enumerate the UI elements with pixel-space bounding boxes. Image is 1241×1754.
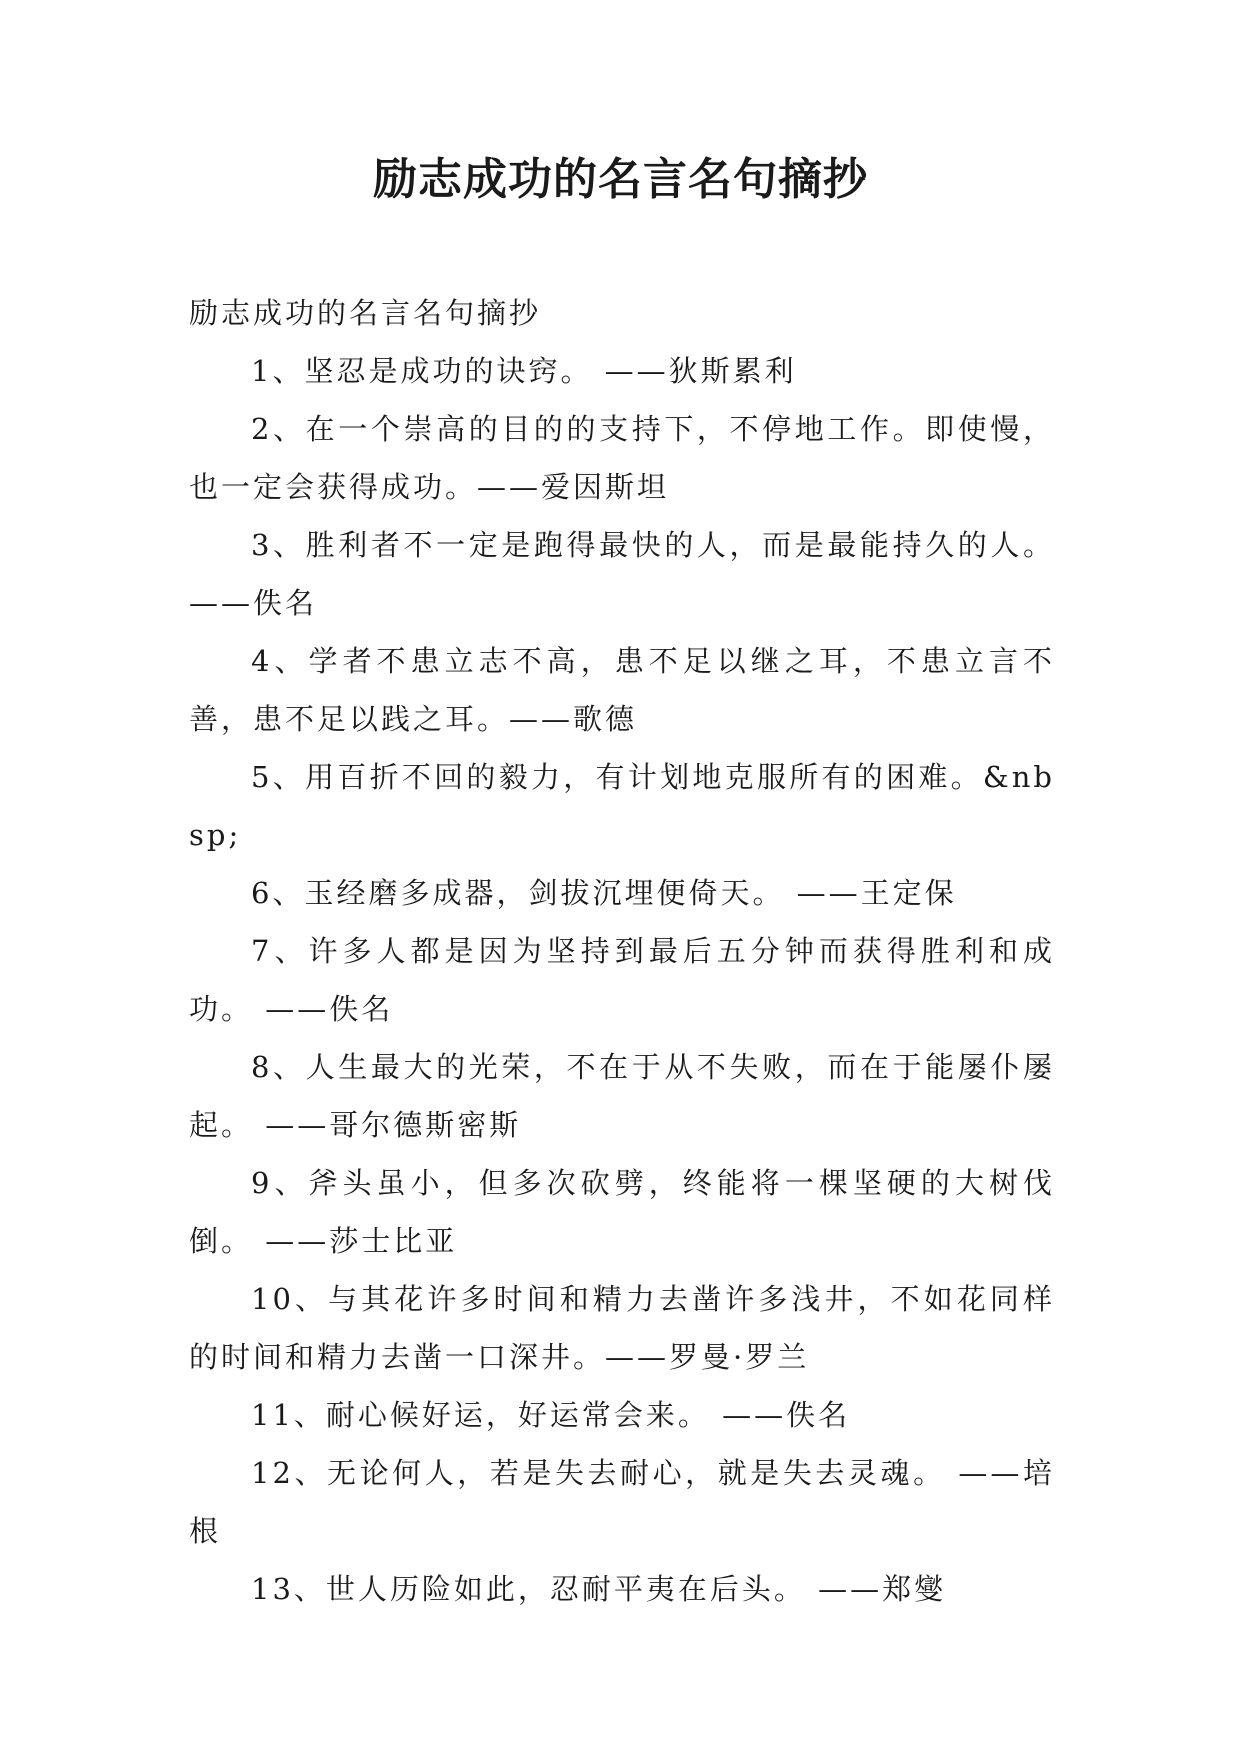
document-title: 励志成功的名言名句摘抄 bbox=[373, 154, 868, 205]
quote-paragraph: 12、无论何人，若是失去耐心，就是失去灵魂。 ——培根 bbox=[189, 1456, 1055, 1548]
document-body bbox=[189, 284, 1055, 1618]
document-subtitle: 励志成功的名言名句摘抄 bbox=[189, 296, 542, 330]
quote-paragraph: 10、与其花许多时间和精力去凿许多浅井，不如花同样的时间和精力去凿一口深井。——罗曼·罗兰 bbox=[189, 1282, 1055, 1374]
quote-paragraph: 5、用百折不回的毅力，有计划地克服所有的困难。&nbsp; bbox=[189, 760, 1055, 852]
quote-paragraph: 6、玉经磨多成器，剑拔沉埋便倚天。 ——王定保 bbox=[251, 876, 957, 910]
quote-paragraph: 7、许多人都是因为坚持到最后五分钟而获得胜利和成功。 ——佚名 bbox=[189, 934, 1055, 1026]
quote-paragraph: 8、人生最大的光荣，不在于从不失败，而在于能屡仆屡起。 ——哥尔德斯密斯 bbox=[189, 1050, 1055, 1142]
quote-paragraph: 9、斧头虽小，但多次砍劈，终能将一棵坚硬的大树伐倒。 ——莎士比亚 bbox=[189, 1166, 1055, 1258]
quote-paragraph: 2、在一个崇高的目的的支持下，不停地工作。即使慢，也一定会获得成功。——爱因斯坦 bbox=[189, 412, 1055, 504]
quote-paragraph: 3、胜利者不一定是跑得最快的人，而是最能持久的人。——佚名 bbox=[189, 528, 1055, 620]
quote-paragraph: 13、世人历险如此，忍耐平夷在后头。 ——郑燮 bbox=[251, 1572, 947, 1606]
quote-paragraph: 1、坚忍是成功的诀窍。 ——狄斯累利 bbox=[251, 354, 797, 388]
quote-paragraph: 11、耐心候好运，好运常会来。 ——佚名 bbox=[251, 1398, 851, 1432]
quote-paragraph: 4、学者不患立志不高，患不足以继之耳，不患立言不善，患不足以践之耳。——歌德 bbox=[189, 644, 1055, 736]
